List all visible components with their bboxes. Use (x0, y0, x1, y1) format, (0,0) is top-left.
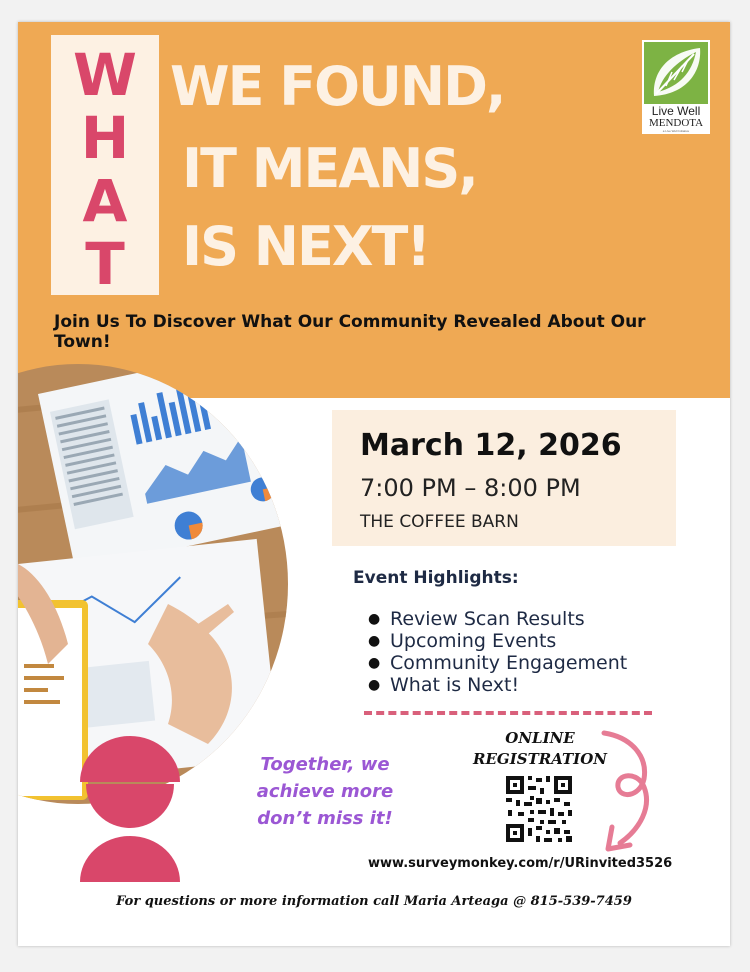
list-item (368, 630, 627, 652)
registration-url[interactable]: www.surveymonkey.com/r/URinvited3526 (368, 856, 673, 871)
leaf-icon (644, 42, 708, 104)
event-time: 7:00 PM – 8:00 PM (360, 474, 581, 502)
bullet-icon: ● (368, 655, 381, 671)
highlight-text: Review Scan Results (390, 608, 585, 630)
registration-line: REGISTRATION (473, 750, 607, 768)
tagline-line: Together, we (260, 754, 390, 775)
tagline-line: achieve more (256, 781, 394, 802)
bullet-icon: ● (368, 677, 381, 693)
headline-line-2: IT MEANS, (182, 137, 477, 200)
subtitle: Join Us To Discover What Our Community Revealed About Our Town! (54, 312, 646, 352)
logo-text-line2: MENDOTA (648, 117, 704, 129)
qr-code-icon[interactable] (504, 774, 574, 844)
logo-text-line1: Live Well (651, 104, 701, 118)
event-venue: THE COFFEE BARN (360, 512, 519, 532)
highlight-text: What is Next! (390, 674, 520, 696)
headline-line-1: WE FOUND, (170, 55, 505, 118)
contact-footer: For questions or more information call Maria Arteaga @ 815-539-7459 (116, 894, 632, 909)
what-letter-t: T (85, 230, 125, 298)
highlight-text: Upcoming Events (390, 630, 557, 652)
headline-line-3: IS NEXT! (182, 215, 429, 278)
what-vertical-box (51, 35, 159, 298)
list-item (368, 608, 627, 630)
event-details-box (332, 410, 676, 546)
bullet-icon: ● (368, 633, 381, 649)
event-date: March 12, 2026 (360, 428, 622, 463)
dashed-divider (364, 711, 652, 715)
registration-line: ONLINE (505, 729, 575, 747)
together-tagline (242, 751, 408, 832)
highlight-text: Community Engagement (390, 652, 628, 674)
tagline-line: don’t miss it! (257, 808, 393, 829)
bullet-icon: ● (368, 611, 381, 627)
live-well-mendota-logo (642, 40, 710, 134)
what-letter-w: W (73, 41, 137, 109)
curly-arrow-icon (590, 727, 660, 857)
event-flyer (18, 22, 730, 946)
highlights-list (368, 608, 627, 696)
what-letter-a: A (82, 167, 128, 235)
list-item (368, 674, 627, 696)
logo-tagline: a Live Well Initiative (662, 129, 690, 133)
list-item (368, 652, 627, 674)
what-letter-h: H (80, 104, 130, 172)
highlights-title: Event Highlights: (353, 568, 519, 588)
pink-semicircles-graphic (78, 736, 182, 886)
